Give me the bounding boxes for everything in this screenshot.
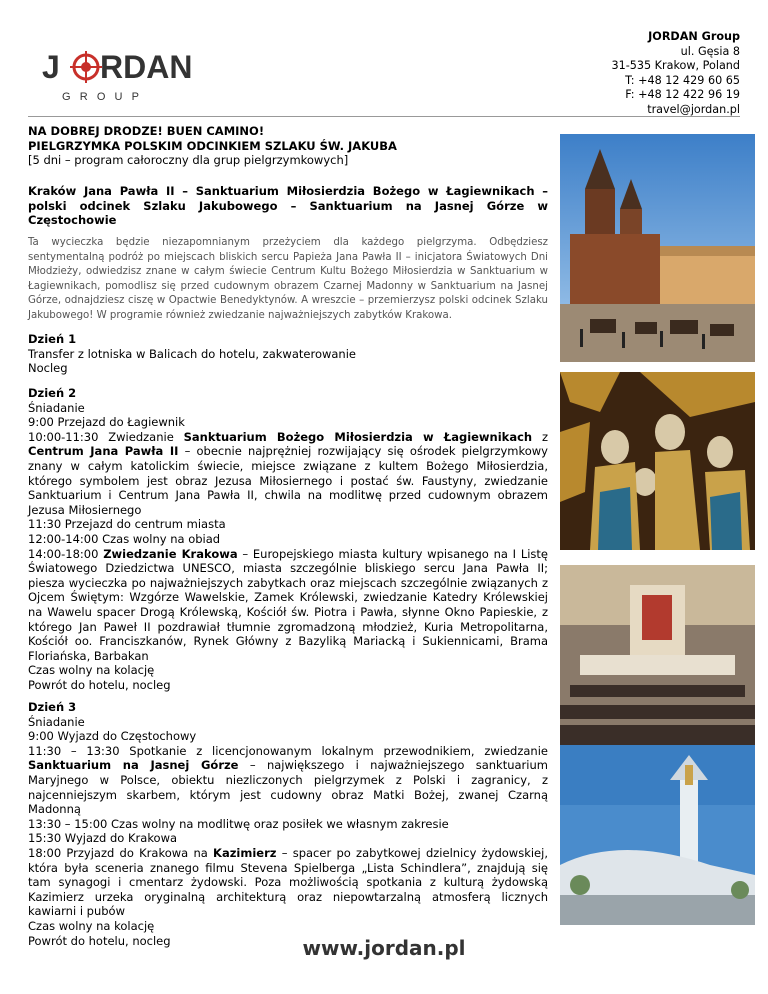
day-1-line: Transfer z lotniska w Balicach do hotelu, zakwaterowanie xyxy=(28,346,356,361)
sanctuary-photo xyxy=(560,565,755,925)
day-1-title: Dzień 1 xyxy=(28,332,77,346)
compass-icon xyxy=(70,51,102,83)
day-2-krakow-paragraph: 14:00-18:00 Zwiedzanie Krakowa – Europejskiego miasta kultury wpisanego na I Listę Światowego Dziedzictwa UNESCO, miasta szczególnie bliskiego sercu Jana Pawła II; piesza wycieczka po najważniejszych zabytkach oraz miejscach szczególnie związanych z Ojcem Świętym: Wzgórze Wawelskie, Zamek Królewski, zwiedzanie Katedry Królewskiej na Wawelu spacer Drogą Królewską, Kościół św. Piotra i Pawła, słynne Okno Papieskie, z którego Jan Paweł II pozdrawiał tłumnie zgromadzoną młodzież, Kuria Metropolitarna, Kościół oo. Franciszkanów, Rynek Główny z Bazyliką Mariacką i Sukiennicami, Brama Floriańska, Barbakan xyxy=(28,546,549,663)
day-3-title: Dzień 3 xyxy=(28,700,77,714)
krakow-market-photo xyxy=(560,134,755,362)
logo-letter-j: J xyxy=(42,49,60,85)
logo-text-rdan: RDAN xyxy=(100,49,193,85)
day-3-jasna-gora-paragraph: 11:30 – 13:30 Spotkanie z licencjonowanym lokalnym przewodnikiem, zwiedzanie Sanktuarium na Jasnej Górze – największego i najważniejszego sanktuarium Maryjnego w Polsce, obiektu niezliczonych pielgrzymek z Polski i zagranicy, z najcenniejszym skarbem, którym jest cudowny obraz Matki Bożej, zwanej Czarną Madonną xyxy=(28,743,548,817)
address-city: 31-535 Krakow, Poland xyxy=(611,59,740,73)
day-2-line: Czas wolny na kolację xyxy=(28,663,155,678)
phone-number: T: +48 12 429 60 65 xyxy=(625,73,740,87)
email-link[interactable]: travel@jordan.pl xyxy=(647,102,740,116)
jordan-logo xyxy=(42,48,232,108)
header-line-3: [5 dni – program całoroczny dla grup pielgrzymkowych] xyxy=(28,153,349,168)
header-line-1: NA DOBREJ DRODZE! BUEN CAMINO! xyxy=(28,124,265,138)
day-3-line: 15:30 Wyjazd do Krakowa xyxy=(28,831,178,846)
day-2-line: 11:30 Przejazd do centrum miasta xyxy=(28,517,226,532)
day-3-line: 13:30 – 15:00 Czas wolny na modlitwę oraz posiłek we własnym zakresie xyxy=(28,816,449,831)
trip-subtitle: Kraków Jana Pawła II – Sanktuarium Miłosierdzia Bożego w Łagiewnikach – polski odcinek Szlaku Jakubowego – Sanktuarium na Jasnej Górze w Częstochowie xyxy=(28,184,548,228)
address-street: ul. Gęsia 8 xyxy=(680,44,740,58)
jordan-logo-graphic xyxy=(42,48,232,108)
website-link[interactable]: www.jordan.pl xyxy=(302,936,466,960)
wooden-altar-photo xyxy=(560,372,755,550)
day-3-line: Czas wolny na kolację xyxy=(28,918,155,933)
day-3-line: 9:00 Wyjazd do Częstochowy xyxy=(28,729,197,744)
day-3-line: Powrót do hotelu, nocleg xyxy=(28,933,171,948)
intro-paragraph: Ta wycieczka będzie niezapomnianym przeżyciem dla każdego pielgrzyma. Odbędziesz sentymentalną podróż po miejscach bliskich sercu Papieża Jana Pawła II – inicjatora Światowych Dni Młodzieży, odwiedzisz znane w całym świecie Centrum Kultu Bożego Miłosierdzia w Sanktuarium w Łagiewnikach, pomodlisz się przed cudownym obrazem Czarnej Madonny w Sanktuarium na Jasnej Górze, odnajdziesz ciszę w Opactwie Benedyktynów. A wreszcie – przemierzysz polski odcinek Szlaku Jakubowego! W programie również zwiedzanie najważniejszych zabytków Krakowa. xyxy=(28,237,548,321)
day-1-section xyxy=(28,332,548,376)
fax-number: F: +48 12 422 96 19 xyxy=(625,88,740,102)
contact-block xyxy=(500,30,740,118)
day-3-kazimierz-paragraph: 18:00 Przyjazd do Krakowa na Kazimierz – spacer po zabytkowej dzielnicy żydowskiej, która była sceneria znanego filmu Stevena Spielberga „Lista Schindlera”, znajdują się tam synagogi i cmentarz żydowski. Poza możliwością spotkania z kulturą żydowską Kazimierz urzeka oryginalną architekturą oraz niepowtarzalną atmosferą licznych kawiarni i pubów xyxy=(28,845,548,919)
header-line-2: PIELGRZYMKA POLSKIM ODCINKIEM SZLAKU ŚW. JAKUBA xyxy=(28,138,397,153)
logo-group-text: G R O U P xyxy=(62,91,140,103)
day-1-line: Nocleg xyxy=(28,361,68,376)
header-divider xyxy=(28,116,740,117)
day-2-line: 9:00 Przejazd do Łagiewnik xyxy=(28,415,185,430)
day-2-line: Śniadanie xyxy=(28,400,85,415)
day-2-title: Dzień 2 xyxy=(28,386,77,400)
day-2-section xyxy=(28,386,548,692)
day-2-lagiewniki-paragraph: 10:00-11:30 Zwiedzanie Sanktuarium Bożego Miłosierdzia w Łagiewnikach z Centrum Jana Pawła II – obecnie najprężniej rozwijający się ośrodek pielgrzymkowy znany w całym katolickim świecie, miejsce związane z kultem Bożego Miłosierdzia, którego symbolem jest obraz Jezusa Miłosiernego i postać św. Faustyny, zwiedzanie Sanktuarium i Centrum Jana Pawła II, chwila na modlitwę przed cudownym obrazem Jezusa Miłosiernego xyxy=(28,429,548,517)
day-3-line: Śniadanie xyxy=(28,714,85,729)
day-2-line: 12:00-14:00 Czas wolny na obiad xyxy=(28,531,221,546)
day-2-line: Powrót do hotelu, nocleg xyxy=(28,677,171,692)
company-name: JORDAN Group xyxy=(648,30,740,43)
day-3-section xyxy=(28,700,548,948)
